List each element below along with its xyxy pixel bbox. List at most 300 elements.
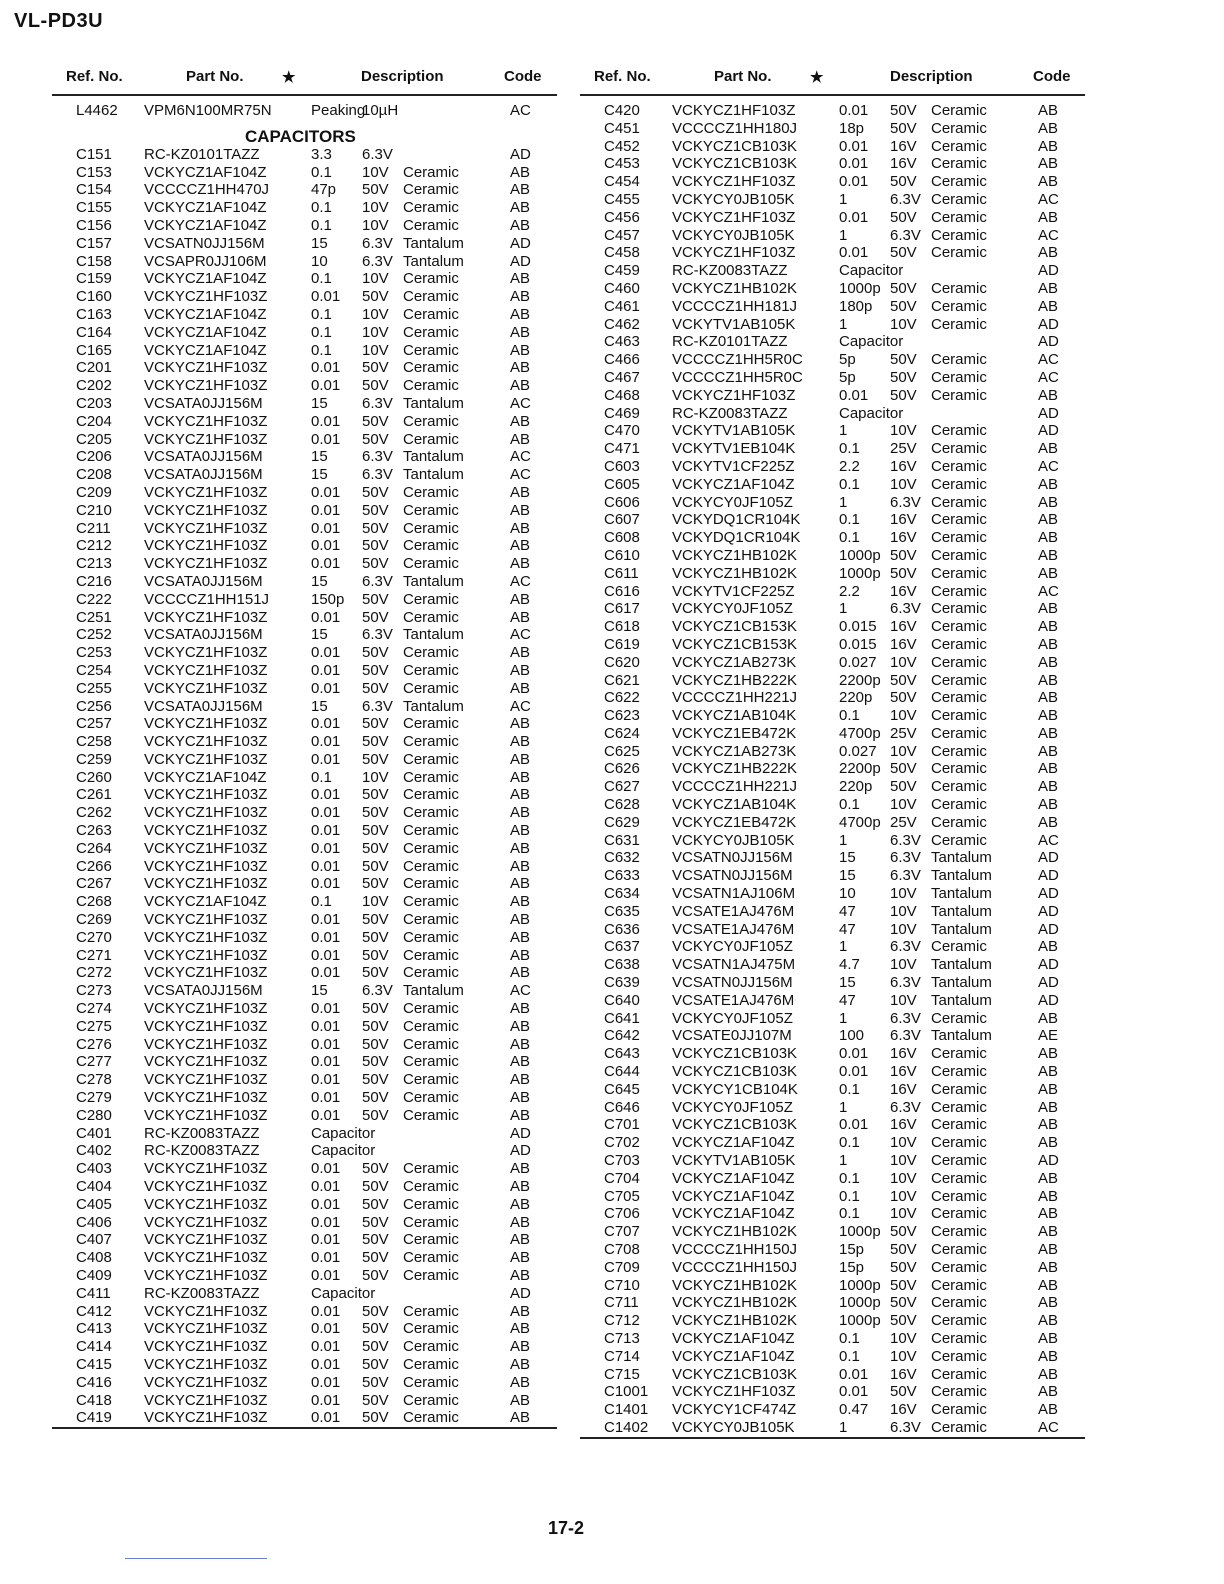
voltage-cell: 50V	[890, 546, 917, 564]
ref-no-cell: C270	[76, 928, 112, 946]
type-cell: Tantalum	[931, 991, 992, 1009]
value-cell: 4700p	[839, 724, 881, 742]
part-no-cell: VCKYCZ1HF103Z	[144, 412, 268, 430]
value-cell: 0.01	[311, 1231, 341, 1249]
table-row	[52, 1071, 557, 1089]
table-row	[580, 565, 1085, 583]
code-cell: AB	[510, 537, 531, 555]
ref-no-cell: C458	[604, 244, 640, 262]
part-no-cell: VCSATE0JJ107M	[672, 1027, 792, 1045]
value-cell: 47	[839, 991, 856, 1009]
table-row	[52, 413, 557, 431]
type-cell: Ceramic	[403, 750, 459, 768]
value-cell: 0.01	[311, 911, 341, 929]
table-row	[580, 316, 1085, 334]
table-row	[52, 270, 557, 288]
type-cell: Ceramic	[931, 386, 987, 404]
table-row	[580, 1401, 1085, 1419]
part-no-cell: VCKYCZ1HF103Z	[144, 483, 268, 501]
value-cell: 0.01	[311, 537, 341, 555]
voltage-cell: 16V	[890, 137, 917, 155]
part-no-cell: VCKYCZ1HF103Z	[144, 661, 268, 679]
type-cell: Ceramic	[403, 928, 459, 946]
code-cell: AB	[1038, 1116, 1059, 1134]
value-cell: 1	[839, 600, 848, 618]
voltage-cell: 50V	[362, 733, 389, 751]
type-cell: Tantalum	[403, 252, 464, 270]
value-cell: 15	[839, 974, 856, 992]
part-no-cell: VCKYCY1CB104K	[672, 1080, 798, 1098]
type-cell: Ceramic	[931, 1063, 987, 1081]
voltage-cell: 50V	[362, 1231, 389, 1249]
type-cell: Ceramic	[931, 368, 987, 386]
value-cell: 3.3	[311, 145, 332, 163]
code-cell: AB	[1038, 671, 1059, 689]
ref-no-cell: C1402	[604, 1418, 649, 1436]
code-cell: AB	[510, 644, 531, 662]
ref-no-cell: C206	[76, 448, 112, 466]
voltage-cell: 10V	[890, 742, 917, 760]
code-cell: AB	[510, 199, 531, 217]
code-cell: AB	[510, 1267, 531, 1284]
table-row	[580, 1383, 1085, 1401]
voltage-cell: 50V	[362, 501, 389, 519]
part-no-cell: VCKYCZ1HF103Z	[144, 1071, 268, 1089]
ref-no-cell: C418	[76, 1391, 112, 1409]
table-row	[52, 1196, 557, 1214]
code-cell: AB	[510, 1160, 531, 1178]
value-cell: 150p	[311, 590, 345, 608]
ref-no-cell: C456	[604, 208, 640, 226]
ref-no-cell: C462	[604, 315, 640, 333]
table-row	[52, 288, 557, 306]
part-no-cell: VCSATA0JJ156M	[144, 394, 263, 412]
code-cell: AD	[1038, 849, 1059, 867]
type-cell: Ceramic	[931, 1045, 987, 1063]
table-row	[52, 626, 557, 644]
voltage-cell: 50V	[362, 608, 389, 626]
code-cell: AB	[1038, 796, 1059, 814]
table-row	[52, 644, 557, 662]
part-no-cell: VCCCCZ1HH221J	[672, 778, 798, 796]
part-no-cell: VCSATE1AJ476M	[672, 920, 795, 938]
part-no-cell: VCKYCZ1HB102K	[672, 279, 798, 297]
table-row	[52, 502, 557, 520]
ref-no-cell: C402	[76, 1142, 112, 1160]
code-cell: AB	[510, 768, 531, 786]
code-cell: AB	[510, 1195, 531, 1213]
ref-no-cell: C165	[76, 341, 112, 359]
type-cell: Ceramic	[403, 786, 459, 804]
table-row	[52, 609, 557, 627]
ref-no-cell: C222	[76, 590, 112, 608]
type-cell: Ceramic	[931, 635, 987, 653]
code-cell: AB	[510, 875, 531, 893]
table-row	[580, 262, 1085, 280]
code-cell: AC	[1038, 190, 1059, 208]
table-row	[52, 253, 557, 271]
ref-no-cell: C252	[76, 626, 112, 644]
code-cell: AB	[1038, 279, 1059, 297]
part-no-cell: VCKYCZ1CB103K	[672, 137, 798, 155]
ref-no-cell: C271	[76, 946, 112, 964]
part-no-cell: VCKYCZ1EB472K	[672, 724, 797, 742]
ref-no-cell: C409	[76, 1267, 112, 1284]
type-cell: Ceramic	[931, 440, 987, 458]
type-cell: Ceramic	[403, 288, 459, 306]
value-cell: 180p	[839, 297, 873, 315]
value-cell: 0.01	[311, 1355, 341, 1373]
voltage-cell: 50V	[890, 689, 917, 707]
code-cell: AB	[510, 288, 531, 306]
ref-no-cell: C273	[76, 982, 112, 1000]
part-no-cell: VCKYCZ1HF103Z	[144, 1106, 268, 1124]
type-cell: Ceramic	[403, 163, 459, 181]
value-cell: 2200p	[839, 760, 881, 778]
voltage-cell: 50V	[362, 804, 389, 822]
part-no-cell: RC-KZ0083TAZZ	[672, 262, 788, 280]
table-row	[580, 832, 1085, 850]
table-row	[52, 555, 557, 573]
table-row	[580, 1152, 1085, 1170]
part-no-cell: VCKYCZ1CB103K	[672, 1365, 798, 1383]
ref-no-cell: L4462	[76, 102, 118, 119]
part-no-cell: VCKYCY0JB105K	[672, 1418, 795, 1436]
value-cell: 0.01	[839, 244, 869, 262]
type-cell: Ceramic	[403, 1195, 459, 1213]
code-cell: AB	[510, 1302, 531, 1320]
code-cell: AB	[1038, 386, 1059, 404]
voltage-cell: 10V	[890, 920, 917, 938]
voltage-cell: 10V	[890, 707, 917, 725]
voltage-cell: 10V	[890, 1134, 917, 1152]
code-cell: AD	[1038, 1152, 1059, 1170]
code-cell: AB	[1038, 653, 1059, 671]
ref-no-cell: C454	[604, 173, 640, 191]
part-no-cell: VCKYCZ1HF103Z	[144, 1373, 268, 1391]
code-cell: AB	[1038, 440, 1059, 458]
type-cell: Ceramic	[931, 315, 987, 333]
ref-no-cell: C632	[604, 849, 640, 867]
voltage-cell: 50V	[362, 1267, 389, 1284]
code-cell: AD	[510, 145, 531, 163]
part-no-cell: VCSATN0JJ156M	[672, 974, 793, 992]
table-row	[580, 689, 1085, 707]
part-no-cell: VCKYCZ1HF103Z	[144, 1053, 268, 1071]
code-cell: AB	[1038, 760, 1059, 778]
value-cell: 15	[311, 697, 328, 715]
part-no-cell: VCKYCZ1AF104Z	[672, 1205, 795, 1223]
voltage-cell: 6.3V	[890, 493, 921, 511]
table-row	[580, 369, 1085, 387]
type-cell: Ceramic	[931, 1080, 987, 1098]
value-cell: 0.1	[839, 1169, 860, 1187]
ref-no-cell: C158	[76, 252, 112, 270]
part-no-cell: VCSATA0JJ156M	[144, 697, 263, 715]
type-cell: Ceramic	[403, 412, 459, 430]
ref-no-cell: C471	[604, 440, 640, 458]
table-row	[52, 448, 557, 466]
code-cell: AB	[510, 1178, 531, 1196]
code-cell: AB	[510, 590, 531, 608]
value-cell: 100	[839, 1027, 865, 1045]
table-row	[580, 1223, 1085, 1241]
part-no-cell: VCSATN0JJ156M	[144, 234, 265, 252]
type-cell: Ceramic	[931, 546, 987, 564]
ref-no-cell: C623	[604, 707, 640, 725]
code-cell: AB	[1038, 707, 1059, 725]
ref-no-cell: C470	[604, 422, 640, 440]
part-no-cell: VCKYCZ1AF104Z	[144, 163, 267, 181]
voltage-cell: 10V	[890, 796, 917, 814]
type-cell: Ceramic	[931, 1009, 987, 1027]
ref-no-cell: C260	[76, 768, 112, 786]
ref-no-cell: C621	[604, 671, 640, 689]
voltage-cell: 16V	[890, 511, 917, 529]
voltage-cell: 50V	[362, 679, 389, 697]
code-cell: AB	[1038, 938, 1059, 956]
ref-no-cell: C624	[604, 724, 640, 742]
value-cell: Capacitor	[839, 262, 904, 280]
value-cell: 1	[839, 938, 848, 956]
type-cell: Ceramic	[931, 1134, 987, 1152]
part-no-cell: VCKYCZ1HF103Z	[144, 1391, 268, 1409]
code-cell: AB	[1038, 208, 1059, 226]
ref-no-cell: C404	[76, 1178, 112, 1196]
ref-no-cell: C1401	[604, 1401, 649, 1419]
ref-no-cell: C205	[76, 430, 112, 448]
value-cell: 0.01	[311, 839, 341, 857]
value-cell: 0.1	[311, 305, 332, 323]
part-no-cell: RC-KZ0101TAZZ	[144, 145, 260, 163]
table-row	[580, 654, 1085, 672]
value-cell: 0.01	[311, 786, 341, 804]
ref-no-cell: C629	[604, 813, 640, 831]
voltage-cell: 50V	[890, 1312, 917, 1330]
part-no-cell: VCKYCZ1HF103Z	[144, 733, 268, 751]
voltage-cell: 10V	[890, 885, 917, 903]
part-no-cell: VCKYCZ1HF103Z	[144, 804, 268, 822]
ref-no-cell: C708	[604, 1241, 640, 1258]
voltage-cell: 50V	[362, 1089, 389, 1107]
voltage-cell: 16V	[890, 1080, 917, 1098]
table-row	[580, 1366, 1085, 1384]
voltage-cell: 10V	[362, 163, 389, 181]
code-cell: AD	[510, 1284, 531, 1302]
ref-no-cell: C255	[76, 679, 112, 697]
type-cell: Ceramic	[931, 155, 987, 173]
voltage-cell: 10V	[890, 1152, 917, 1170]
part-no-cell: VCCCCZ1HH221J	[672, 689, 798, 707]
table-row	[580, 796, 1085, 814]
table-row	[580, 191, 1085, 209]
table-row	[52, 102, 557, 120]
type-cell: Ceramic	[931, 208, 987, 226]
code-cell: AB	[510, 822, 531, 840]
ref-no-cell: C253	[76, 644, 112, 662]
table-row	[580, 476, 1085, 494]
type-cell: Ceramic	[931, 1401, 987, 1419]
voltage-cell: 50V	[890, 671, 917, 689]
ref-no-cell: C611	[604, 564, 639, 582]
part-no-cell: RC-KZ0083TAZZ	[144, 1284, 260, 1302]
code-cell: AB	[1038, 1187, 1059, 1205]
ref-no-cell: C212	[76, 537, 112, 555]
code-cell: AB	[510, 377, 531, 395]
part-no-cell: VCKYCZ1HF103Z	[144, 839, 268, 857]
value-cell: 0.1	[311, 768, 332, 786]
value-cell: 4700p	[839, 813, 881, 831]
table-row	[580, 974, 1085, 992]
value-cell: 47	[839, 920, 856, 938]
table-row	[52, 484, 557, 502]
voltage-cell: 50V	[362, 822, 389, 840]
table-row	[52, 858, 557, 876]
value-cell: 0.015	[839, 635, 877, 653]
part-no-cell: VCKYCY0JF105Z	[672, 493, 793, 511]
value-cell: 0.1	[311, 163, 332, 181]
voltage-cell: 50V	[362, 1213, 389, 1231]
table-row	[52, 1000, 557, 1018]
value-cell: 0.01	[311, 964, 341, 982]
table-row	[52, 822, 557, 840]
voltage-cell: 50V	[890, 173, 917, 191]
part-no-cell: VCKYCY0JF105Z	[672, 1098, 793, 1116]
ref-no-cell: C701	[604, 1116, 640, 1134]
type-cell: Ceramic	[403, 537, 459, 555]
table-row	[52, 769, 557, 787]
value-cell: Capacitor	[311, 1124, 376, 1142]
code-cell: AD	[1038, 991, 1059, 1009]
type-cell: Ceramic	[403, 377, 459, 395]
code-cell: AB	[510, 946, 531, 964]
type-cell: Ceramic	[931, 1294, 987, 1312]
value-cell: 1000p	[839, 546, 881, 564]
code-cell: AB	[1038, 493, 1059, 511]
voltage-cell: 50V	[362, 1302, 389, 1320]
voltage-cell: 50V	[890, 279, 917, 297]
voltage-cell: 50V	[890, 208, 917, 226]
header-part-no: Part No.	[186, 68, 244, 85]
voltage-cell: 50V	[362, 1373, 389, 1391]
ref-no-cell: C411	[76, 1284, 111, 1302]
type-cell: Ceramic	[931, 190, 987, 208]
part-no-cell: VCSATN1AJ475M	[672, 956, 796, 974]
ref-no-cell: C622	[604, 689, 640, 707]
part-no-cell: VCKYCZ1HF103Z	[144, 519, 268, 537]
part-no-cell: VCKYCY0JB105K	[672, 190, 795, 208]
voltage-cell: 50V	[362, 1071, 389, 1089]
part-no-cell: VPM6N100MR75N	[144, 102, 272, 119]
voltage-cell: 6.3V	[890, 849, 921, 867]
value-cell: 0.1	[839, 796, 860, 814]
code-cell: AB	[1038, 635, 1059, 653]
code-cell: AD	[510, 1142, 531, 1160]
code-cell: AB	[1038, 564, 1059, 582]
code-cell: AB	[510, 1017, 531, 1035]
ref-no-cell: C157	[76, 234, 112, 252]
part-no-cell: VCKYCZ1HF103Z	[672, 1383, 796, 1401]
code-cell: AB	[510, 1373, 531, 1391]
part-no-cell: VCKYCZ1HF103Z	[672, 208, 796, 226]
part-no-cell: VCKYCY0JF105Z	[672, 1009, 793, 1027]
type-cell: Ceramic	[931, 137, 987, 155]
type-cell: Ceramic	[403, 644, 459, 662]
value-cell: 0.01	[839, 137, 869, 155]
part-no-cell: VCKYCZ1HF103Z	[144, 1178, 268, 1196]
voltage-cell: 6.3V	[890, 1418, 921, 1436]
table-row	[52, 466, 557, 484]
table-row	[52, 662, 557, 680]
type-cell: Ceramic	[403, 1106, 459, 1124]
voltage-cell: 10V	[890, 956, 917, 974]
value-cell: 0.1	[839, 1205, 860, 1223]
code-cell: AB	[510, 555, 531, 573]
table-row	[52, 146, 557, 164]
code-cell: AD	[1038, 262, 1059, 280]
table-row	[580, 511, 1085, 529]
type-cell: Tantalum	[931, 849, 992, 867]
type-cell: Ceramic	[403, 270, 459, 288]
value-cell: 0.01	[839, 208, 869, 226]
ref-no-cell: C201	[76, 359, 112, 377]
value-cell: Capacitor	[311, 1284, 376, 1302]
code-cell: AB	[510, 733, 531, 751]
part-no-cell: VCKYCZ1AF104Z	[672, 1329, 795, 1347]
voltage-cell: 50V	[890, 1241, 917, 1258]
code-cell: AB	[510, 1089, 531, 1107]
part-no-cell: VCKYCZ1HF103Z	[144, 608, 268, 626]
voltage-cell: 6.3V	[890, 831, 921, 849]
table-row	[580, 707, 1085, 725]
code-cell: AB	[1038, 173, 1059, 191]
part-no-cell: VCKYCZ1HF103Z	[144, 537, 268, 555]
value-cell: 0.1	[311, 323, 332, 341]
voltage-cell: 50V	[362, 715, 389, 733]
type-cell: Ceramic	[403, 804, 459, 822]
table-row	[52, 1267, 557, 1285]
table-row	[52, 893, 557, 911]
type-cell: Ceramic	[931, 226, 987, 244]
voltage-cell: 10V	[890, 475, 917, 493]
part-no-cell: VCKYCZ1HF103Z	[144, 946, 268, 964]
type-cell: Ceramic	[403, 501, 459, 519]
voltage-cell: 50V	[362, 590, 389, 608]
margin-line	[125, 1558, 267, 1559]
value-cell: Capacitor	[311, 1142, 376, 1160]
voltage-cell: 50V	[362, 1035, 389, 1053]
part-no-cell: VCSATA0JJ156M	[144, 448, 263, 466]
part-no-cell: VCKYCZ1HF103Z	[144, 644, 268, 662]
code-cell: AB	[1038, 1063, 1059, 1081]
value-cell: 1	[839, 226, 848, 244]
code-cell: AC	[510, 626, 531, 644]
value-cell: 0.01	[311, 1320, 341, 1338]
table-row	[580, 1099, 1085, 1117]
voltage-cell: 50V	[362, 483, 389, 501]
code-cell: AC	[510, 394, 531, 412]
type-cell: Ceramic	[931, 475, 987, 493]
voltage-cell: 6.3V	[362, 572, 393, 590]
table-row	[52, 1249, 557, 1267]
voltage-cell: 50V	[890, 760, 917, 778]
value-cell: 0.1	[839, 475, 860, 493]
value-cell: Capacitor	[839, 404, 904, 422]
table-body	[580, 96, 1085, 1437]
voltage-cell: 50V	[362, 839, 389, 857]
ref-no-cell: C712	[604, 1312, 640, 1330]
value-cell: 0.01	[311, 1213, 341, 1231]
